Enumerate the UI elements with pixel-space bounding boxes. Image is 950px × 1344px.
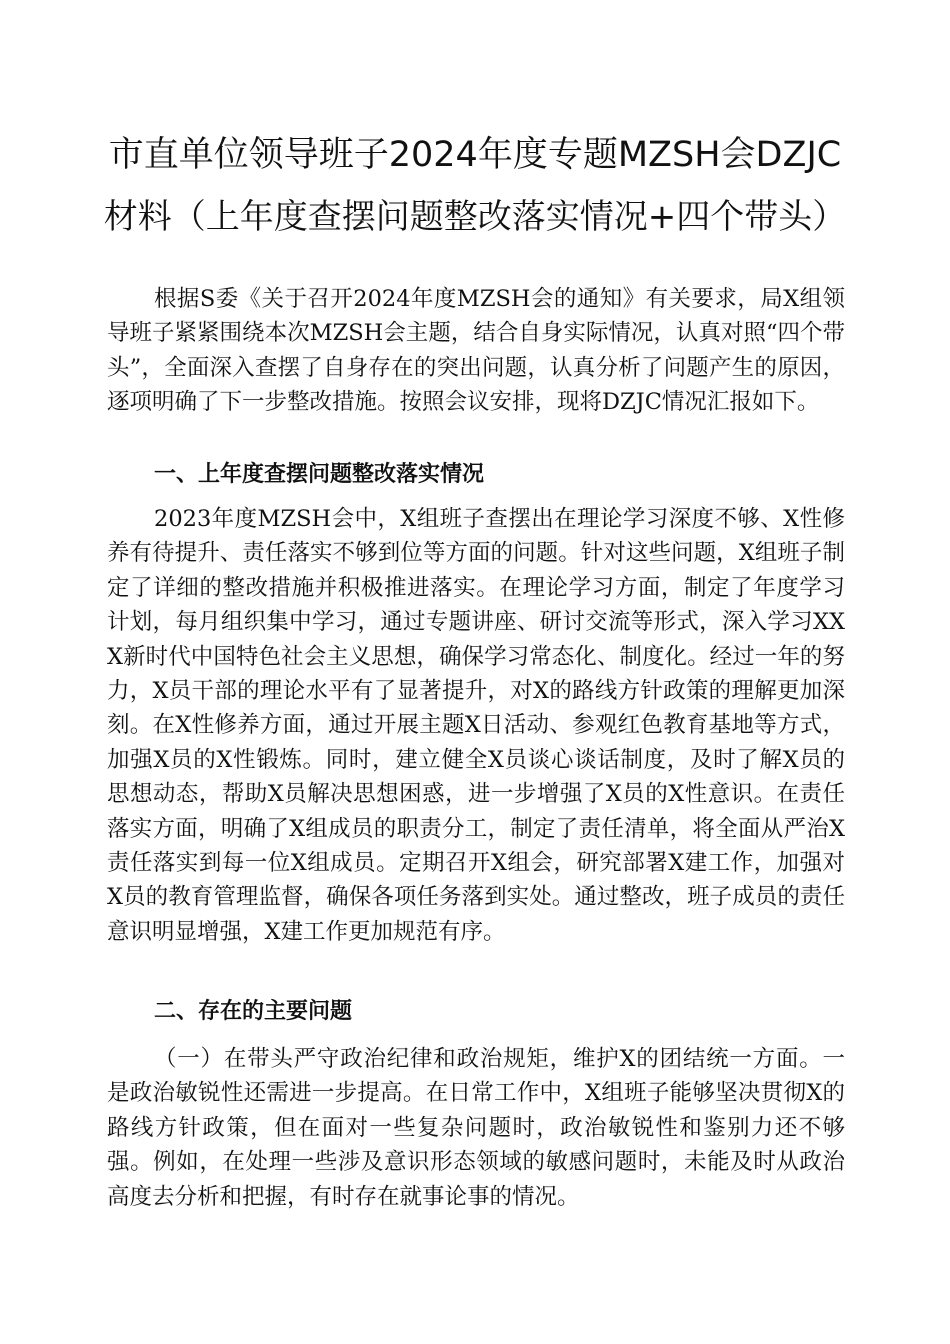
section-1-paragraph: 2023年度MZSH会中，X组班子查摆出在理论学习深度不够、X性修养有待提升、责任落实不够到位等方面的问题。针对这些问题，X组班子制定了详细的整改措施并积极推进落实。在理论学习方面，制定了年度学习计划，每月组织集中学习，通过专题讲座、研讨交流等形式，深入学习XXX新时代中国特色社会主义思想，确保学习常态化、制度化。经过一年的努力，X员干部的理论水平有了显著提升，对X的路线方针政策的理解更加深刻。在X性修养方面，通过开展主题X日活动、参观红色教育基地等方式，加强X员的X性锻炼。同时，建立健全X员谈心谈话制度，及时了解X员的思想动态，帮助X员解决思想困惑，进一步增强了X员的X性意识。在责任落实方面，明确了X组成员的职责分工，制定了责任清单，将全面从严治X责任落实到每一位X组成员。定期召开X组会，研究部署X建工作，加强对X员的教育管理监督，确保各项任务落到实处。通过整改，班子成员的责任意识明显增强，X建工作更加规范有序。 — [107, 506, 845, 945]
document-title-line-1: 市直单位领导班子2024年度专题MZSH会DZJC — [108, 135, 842, 175]
document-title-line-2: 材料（上年度查摆问题整改落实情况+四个带头） — [103, 197, 847, 237]
section-2-heading: 二、存在的主要问题 — [154, 999, 353, 1024]
intro-paragraph: 根据S委《关于召开2024年度MZSH会的通知》有关要求，局X组领导班子紧紧围绕本次MZSH会主题，结合自身实际情况，认真对照“四个带头”，全面深入查摆了自身存在的突出问题，认真分析了问题产生的原因，逐项明确了下一步整改措施。按照会议安排，现将DZJC情况汇报如下。 — [107, 286, 845, 416]
section-2-paragraph: （一）在带头严守政治纪律和政治规矩，维护X的团结统一方面。一是政治敏锐性还需进一步提高。在日常工作中，X组班子能够坚决贯彻X的路线方针政策，但在面对一些复杂问题时，政治敏锐性和鉴别力还不够强。例如，在处理一些涉及意识形态领域的敏感问题时，未能及时从政治高度去分析和把握，有时存在就事论事的情况。 — [107, 1046, 845, 1210]
section-1-heading: 一、上年度查摆问题整改落实情况 — [154, 462, 485, 487]
